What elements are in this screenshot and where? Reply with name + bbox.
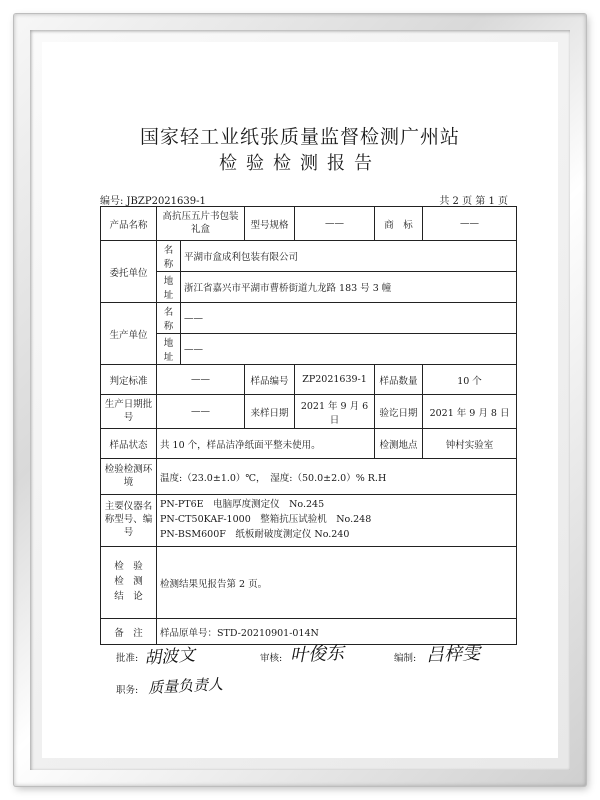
prod-date-value: —— xyxy=(157,395,245,429)
conclusion-label-line: 结 论 xyxy=(114,590,143,602)
compile-signature: 吕梓雯 xyxy=(425,643,481,666)
instrument-item: PN-PT6E 电脑厚度测定仪 No.245 xyxy=(160,499,325,511)
product-name-label: 产品名称 xyxy=(101,207,157,241)
maker-addr-label: 地址 xyxy=(157,334,181,365)
org-title: 国家轻工业纸张质量监督检测广州站 xyxy=(139,126,460,148)
sample-state-value: 共 10 个，样品洁净纸面平整未使用。 xyxy=(157,429,375,459)
position-signature: 质量负责人 xyxy=(147,675,224,697)
brand-label: 商 标 xyxy=(375,207,423,241)
review-signature: 叶俊东 xyxy=(289,642,345,667)
sample-no-value: ZP2021639-1 xyxy=(295,365,375,395)
remark-value: 样品原单号：STD-20210901-014N xyxy=(157,619,517,645)
table-row xyxy=(101,365,517,395)
table-row xyxy=(101,547,517,619)
finish-value: 2021 年 9 月 8 日 xyxy=(423,395,517,429)
report-number: 编号: JBZP2021639-1 xyxy=(100,196,206,207)
maker-name-label: 名称 xyxy=(157,303,181,334)
location-label: 检测地点 xyxy=(375,429,423,459)
table-row xyxy=(101,241,517,272)
report-table xyxy=(100,206,517,645)
report-title: 检验检测报告 xyxy=(219,153,381,174)
env-label: 检验检测环境 xyxy=(101,459,157,495)
prod-date-label: 生产日期批号 xyxy=(101,395,157,429)
conclusion-label-line: 检 验 xyxy=(114,561,143,573)
approve-signature: 胡波文 xyxy=(143,645,196,669)
client-addr-value: 浙江省嘉兴市平湖市曹桥街道九龙路 183 号 3 幢 xyxy=(181,272,517,303)
table-row xyxy=(101,272,517,303)
review-label: 审核: xyxy=(260,653,283,664)
maker-addr-value: —— xyxy=(181,334,517,365)
finish-label: 验讫日期 xyxy=(375,395,423,429)
env-value: 温度:（23.0±1.0）℃， 湿度:（50.0±2.0）% R.H xyxy=(157,459,517,495)
client-name-value: 平湖市盒成利包装有限公司 xyxy=(181,241,517,272)
maker-name-value: —— xyxy=(181,303,517,334)
instruments-label: 主要仪器名称型号、编号 xyxy=(101,495,157,547)
arrival-label: 来样日期 xyxy=(245,395,295,429)
table-row xyxy=(101,395,517,429)
table-row xyxy=(101,303,517,334)
standard-value: —— xyxy=(157,365,245,395)
table-row xyxy=(101,459,517,495)
brand-value: —— xyxy=(423,207,517,241)
table-row xyxy=(101,207,517,241)
model-label: 型号规格 xyxy=(245,207,295,241)
page-info: 共 2 页 第 1 页 xyxy=(439,196,508,207)
report-paper xyxy=(42,42,558,758)
remark-label: 备 注 xyxy=(101,619,157,645)
conclusion-label xyxy=(101,547,157,619)
instrument-item: PN-BSM600F 纸板耐破度测定仪 No.240 xyxy=(160,528,350,540)
model-value: —— xyxy=(295,207,375,241)
sample-no-label: 样品编号 xyxy=(245,365,295,395)
table-row xyxy=(101,334,517,365)
position-label: 职务: xyxy=(116,685,139,696)
sample-state-label: 样品状态 xyxy=(101,429,157,459)
table-row xyxy=(101,495,517,547)
conclusion-value: 检测结果见报告第 2 页。 xyxy=(157,547,517,619)
client-label: 委托单位 xyxy=(101,241,157,303)
sample-qty-label: 样品数量 xyxy=(375,365,423,395)
client-name-label: 名称 xyxy=(157,241,181,272)
product-name-value: 高抗压五片书包装礼盒 xyxy=(157,207,245,241)
sample-qty-value: 10 个 xyxy=(423,365,517,395)
arrival-value: 2021 年 9 月 6 日 xyxy=(295,395,375,429)
approve-label: 批准: xyxy=(116,653,139,664)
table-row xyxy=(101,429,517,459)
standard-label: 判定标准 xyxy=(101,365,157,395)
location-value: 钟村实验室 xyxy=(423,429,517,459)
instrument-item: PN-CT50KAF-1000 整箱抗压试验机 No.248 xyxy=(160,514,372,526)
maker-label: 生产单位 xyxy=(101,303,157,365)
instruments-list xyxy=(157,495,517,547)
client-addr-label: 地址 xyxy=(157,272,181,303)
compile-label: 编制: xyxy=(394,653,417,664)
conclusion-label-line: 检 测 xyxy=(114,576,143,588)
